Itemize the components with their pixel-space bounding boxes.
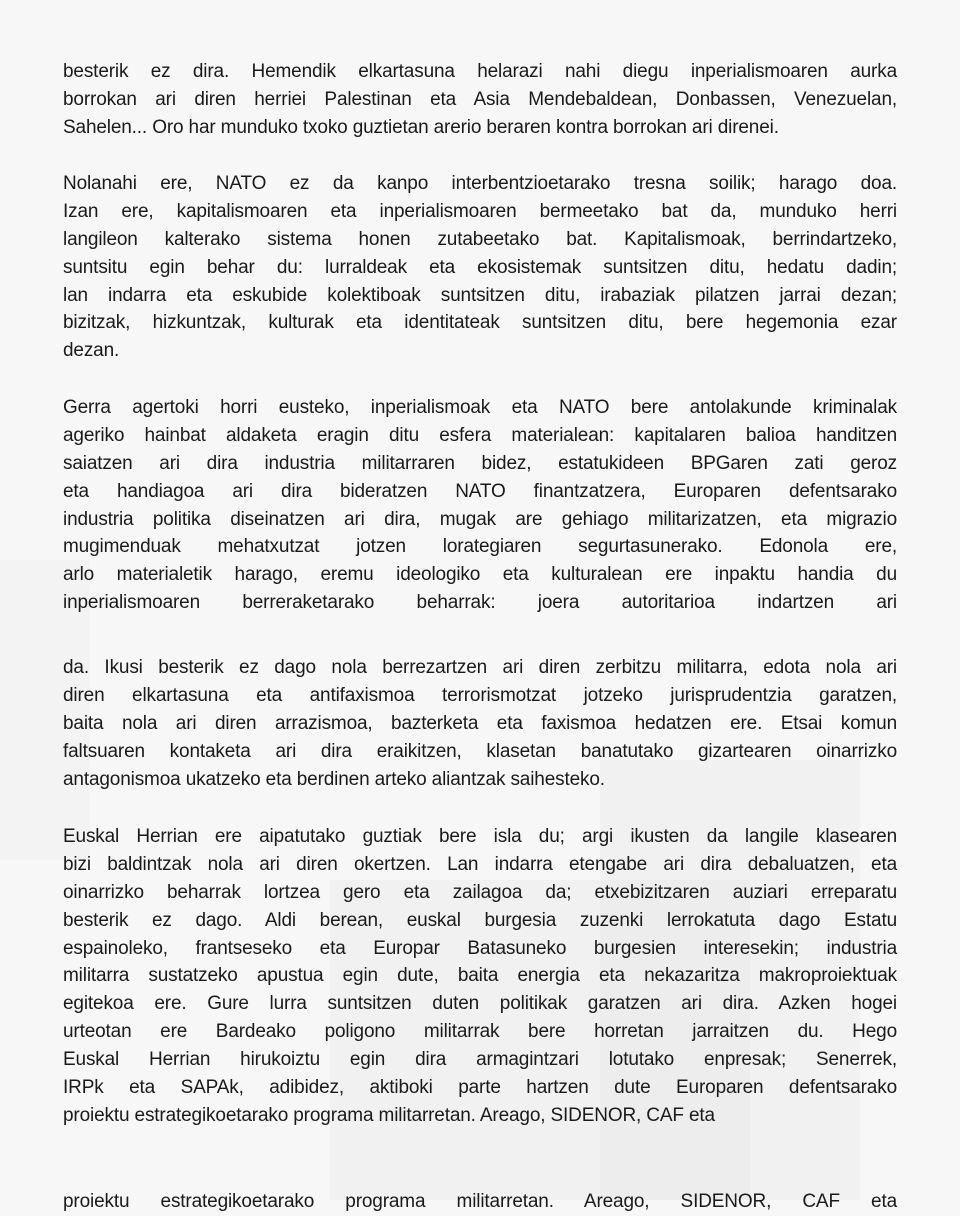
text-line: diren elkartasuna eta antifaxismoa terrorismotzat jotzeko jurisprudentzia garatzen, (63, 684, 897, 706)
text-line: faltsuaren kontaketa ari dira eraikitzen, klasetan banatutako gizartearen oinarrizko (63, 740, 897, 762)
text-line: Nolanahi ere, NATO ez da kanpo interbentzioetarako tresna soilik; harago doa. (63, 173, 897, 194)
text-line: Gerra agertoki horri eusteko, inperialismoak eta NATO bere antolakunde kriminalak (63, 397, 897, 418)
text-line: bizi baldintzak nola ari diren okertzen. Lan indarra etengabe ari dira debaluatzen, eta (63, 853, 897, 875)
text-line: espainoleko, frantseseko eta Europar Batasuneko burgesien interesekin; industria (63, 937, 897, 959)
paragraph (63, 170, 897, 365)
text-line: ageriko hainbat aldaketa eragin ditu esfera materialean: kapitalaren balioa handitzen (63, 424, 897, 446)
text-line: IRPk eta SAPAk, adibidez, aktiboki parte hartzen dute Europaren defentsarako (63, 1077, 897, 1099)
text-line: besterik ez dago. Aldi berean, euskal burgesia zuzenki lerrokatuta dago Estatu (63, 909, 897, 931)
text-line: Izan ere, kapitalismoaren eta inperialismoaren bermeetako bat da, munduko herri (63, 200, 897, 222)
text-line: Euskal Herrian hirukoiztu egin dira armagintzari lotutako enpresak; Senerrek, (63, 1049, 897, 1071)
text-line: da. Ikusi besterik ez dago nola berrezartzen ari diren zerbitzu militarra, edota nola ari (63, 657, 897, 678)
text-line: besterik ez dira. Hemendik elkartasuna helarazi nahi diegu inperialismoaren aurka (63, 61, 897, 82)
paragraph (63, 654, 897, 793)
text-line: lan indarra eta eskubide kolektiboak suntsitzen ditu, irabaziak pilatzen jarrai dezan; (63, 284, 897, 306)
text-line: bizitzak, hizkuntzak, kulturak eta identitateak suntsitzen ditu, bere hegemonia ezar (63, 312, 897, 334)
cut-off-text: proiektu estrategikoetarako programa militarretan. Areago, SIDENOR, CAF eta (63, 1191, 897, 1212)
text-line: arlo materialetik harago, eremu ideologiko eta kulturalean ere inpaktu handia du (63, 564, 897, 586)
text-line: mugimenduak mehatxutzat jotzen lorategiaren segurtasunerako. Edonola ere, (63, 536, 897, 558)
text-line: urteotan ere Bardeako poligono militarrak bere horretan jarraitzen du. Hego (63, 1021, 897, 1043)
paragraph (63, 58, 897, 142)
text-line: inperialismoaren berreraketarako beharrak: joera autoritarioa indartzen ari (63, 592, 897, 614)
text-line: eta handiagoa ari dira bideratzen NATO finantzatzera, Europaren defentsarako (63, 480, 897, 502)
text-line: militarra sustatzeko apustua egin dute, baita energia eta nekazaritza makroproiektuak (63, 965, 897, 987)
text-line: dezan. (63, 340, 120, 362)
text-line: saiatzen ari dira industria militarraren bidez, estatukideen BPGaren zati geroz (63, 452, 897, 474)
paragraph (63, 823, 897, 1130)
paragraph (63, 394, 897, 617)
text-line: suntsitu egin behar du: lurraldeak eta ekosistemak suntsitzen ditu, hedatu dadin; (63, 256, 897, 278)
text-line: Sahelen... Oro har munduko txoko guztietan arerio beraren kontra borrokan ari direnei. (63, 116, 779, 138)
text-line: antagonismoa ukatzeko eta berdinen arteko aliantzak saihesteko. (63, 768, 605, 790)
text-line: oinarrizko beharrak lortzea gero eta zailagoa da; etxebizitzaren auziari erreparatu (63, 881, 897, 903)
text-line: industria politika diseinatzen ari dira, mugak are gehiago militarizatzen, eta migrazio (63, 508, 897, 530)
text-line: borrokan ari diren herriei Palestinan eta Asia Mendebaldean, Donbassen, Venezuelan, (63, 88, 897, 110)
text-line: baita nola ari diren arrazismoa, bazterketa eta faxismoa hedatzen ere. Etsai komun (63, 712, 897, 734)
text-line: langileon kalterako sistema honen zutabeetako bat. Kapitalismoak, berrindartzeko, (63, 228, 897, 250)
text-line: proiektu estrategikoetarako programa militarretan. Areago, SIDENOR, CAF eta (63, 1104, 715, 1126)
text-line: egitekoa ere. Gure lurra suntsitzen duten politikak garatzen ari dira. Azken hogei (63, 993, 897, 1015)
text-line: Euskal Herrian ere aipatutako guztiak bere isla du; argi ikusten da langile klasearen (63, 826, 897, 847)
cut-off-line (63, 1188, 897, 1212)
